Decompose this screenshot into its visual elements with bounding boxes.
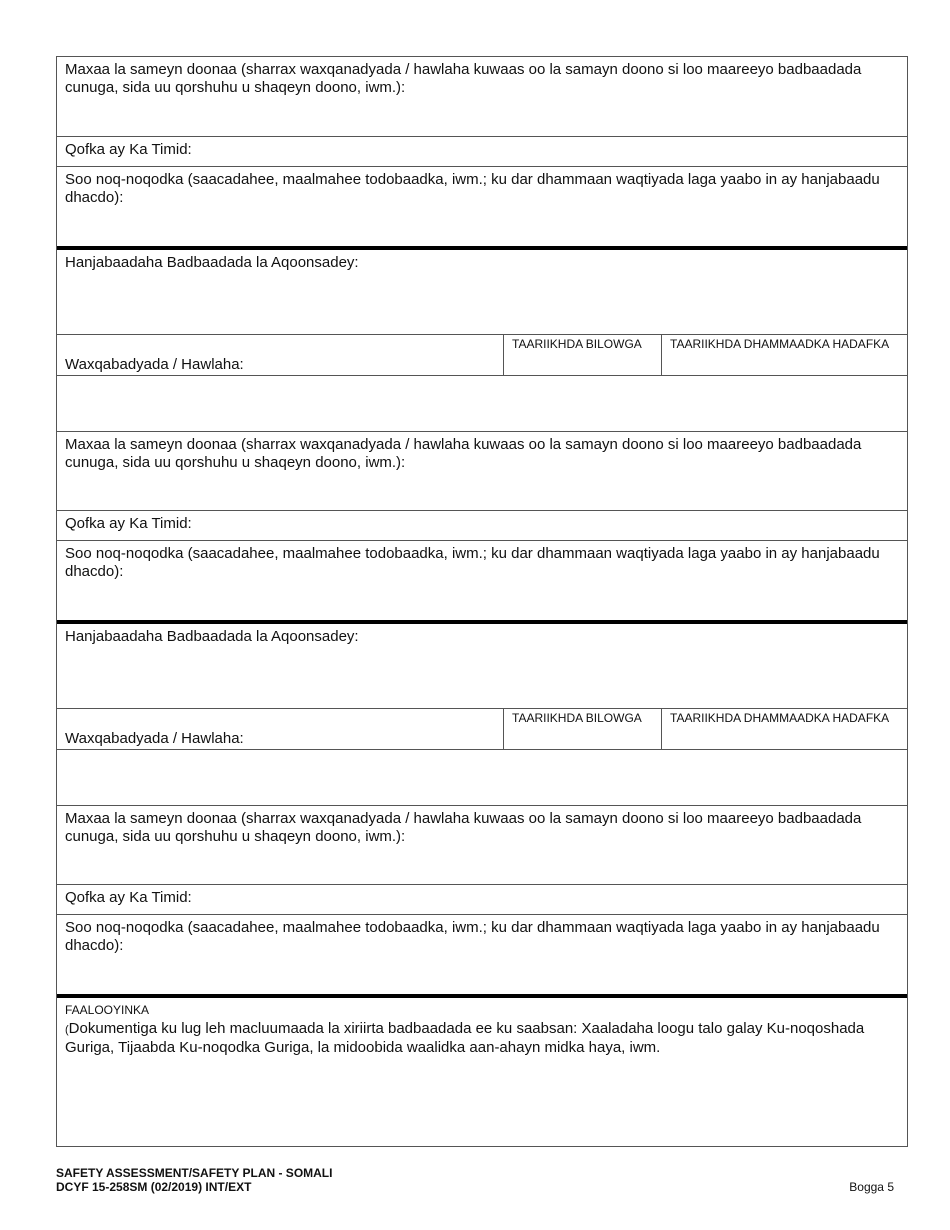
- frequency-label: Soo noq-noqodka (saacadahee, maalmahee todobaadka, iwm.; ku dar dhammaan waqtiyada laga yaabo in ay hanjabaadu dhacdo):: [65, 171, 880, 206]
- attachments-title: FAALOOYINKA: [65, 1003, 150, 1017]
- responsible-person-field[interactable]: [57, 885, 907, 915]
- plan-description-label: Maxaa la sameyn doonaa (sharrax waxqanadyada / hawlaha kuwaas oo la samayn doono si loo maareeyo badbaadada cunuga, sida uu qorshuhu u shaqeyn doono, iwm.):: [65, 436, 862, 471]
- end-date-header: [661, 335, 907, 375]
- activities-header-row: [57, 709, 907, 750]
- plan-description-field[interactable]: [57, 57, 907, 137]
- responsible-person-field[interactable]: [57, 511, 907, 541]
- plan-description-label: Maxaa la sameyn doonaa (sharrax waxqanadyada / hawlaha kuwaas oo la samayn doono si loo maareeyo badbaadada cunuga, sida uu qorshuhu u shaqeyn doono, iwm.):: [65, 810, 862, 845]
- plan-description-field[interactable]: [57, 432, 907, 511]
- safety-threat-field[interactable]: [57, 624, 907, 709]
- safety-plan-form: [56, 56, 908, 1147]
- activities-label: Waxqabadyada / Hawlaha:: [65, 730, 244, 747]
- activities-header-row: [57, 335, 907, 376]
- page-number: Bogga 5: [849, 1180, 894, 1194]
- safety-threat-field[interactable]: [57, 250, 907, 335]
- footer-form-title: SAFETY ASSESSMENT/SAFETY PLAN - SOMALI: [56, 1166, 333, 1180]
- plan-description-field[interactable]: [57, 806, 907, 885]
- attachments-paren: (: [65, 1024, 69, 1036]
- end-date-label: TAARIIKHDA DHAMMAADKA HADAFKA: [670, 711, 890, 725]
- frequency-label: Soo noq-noqodka (saacadahee, maalmahee todobaadka, iwm.; ku dar dhammaan waqtiyada laga yaabo in ay hanjabaadu dhacdo):: [65, 545, 880, 580]
- start-date-label: TAARIIKHDA BILOWGA: [512, 711, 642, 725]
- responsible-person-field[interactable]: [57, 137, 907, 167]
- footer-form-id: [56, 1166, 332, 1194]
- footer-form-code: DCYF 15-258SM (02/2019) INT/EXT: [56, 1180, 252, 1194]
- frequency-field[interactable]: [57, 915, 907, 998]
- activities-entry-row[interactable]: [57, 750, 907, 806]
- frequency-field[interactable]: [57, 541, 907, 624]
- end-date-label: TAARIIKHDA DHAMMAADKA HADAFKA: [670, 337, 890, 351]
- start-date-header: [503, 709, 661, 749]
- frequency-label: Soo noq-noqodka (saacadahee, maalmahee todobaadka, iwm.; ku dar dhammaan waqtiyada laga yaabo in ay hanjabaadu dhacdo):: [65, 919, 880, 954]
- responsible-person-label: Qofka ay Ka Timid:: [65, 515, 192, 532]
- safety-threat-label: Hanjabaadaha Badbaadada la Aqoonsadey:: [65, 628, 359, 645]
- responsible-person-label: Qofka ay Ka Timid:: [65, 141, 192, 158]
- start-date-header: [503, 335, 661, 375]
- activities-entry-row[interactable]: [57, 376, 907, 432]
- attachments-text: [65, 1020, 901, 1057]
- attachments-field[interactable]: [57, 998, 907, 1146]
- frequency-field[interactable]: [57, 167, 907, 250]
- activities-label: Waxqabadyada / Hawlaha:: [65, 356, 244, 373]
- plan-description-label: Maxaa la sameyn doonaa (sharrax waxqanadyada / hawlaha kuwaas oo la samayn doono si loo maareeyo badbaadada cunuga, sida uu qorshuhu u shaqeyn doono, iwm.):: [65, 61, 862, 96]
- responsible-person-label: Qofka ay Ka Timid:: [65, 889, 192, 906]
- safety-threat-label: Hanjabaadaha Badbaadada la Aqoonsadey:: [65, 254, 359, 271]
- attachments-description: Dokumentiga ku lug leh macluumaada la xiriirta badbaadada ee ku saabsan: Xaaladaha loogu talo galay Ku-noqoshada Guriga, Tijaabda Ku-noqodka Guriga, la midoobida waalidka aan-ahayn midka haya, iwm.: [65, 1020, 865, 1056]
- start-date-label: TAARIIKHDA BILOWGA: [512, 337, 642, 351]
- end-date-header: [661, 709, 907, 749]
